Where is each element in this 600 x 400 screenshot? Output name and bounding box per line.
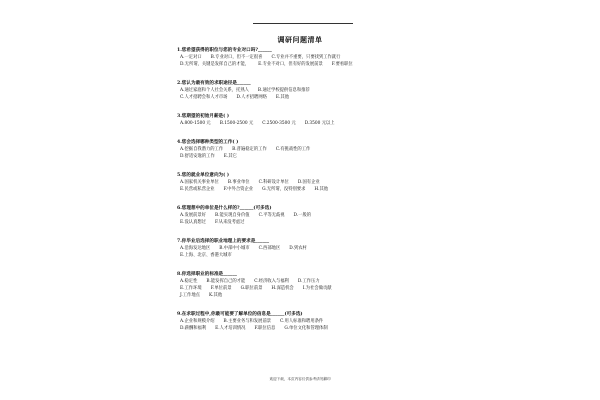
answer-option[interactable]: I.为社会做贡献 [302,286,332,291]
answer-option[interactable]: E.没认真想过 [180,220,206,225]
answer-option[interactable]: E.专业不对口，但有好的发展前景 [258,62,323,67]
answer-option[interactable]: C.用人标准和聘用条件 [280,319,324,324]
answer-option[interactable]: G.单位文化和管理体制 [284,326,328,331]
answer-option[interactable]: F.要看职位 [331,62,353,67]
page-footer: 欢迎下载，本页内容仅供参考请勿翻印 [269,377,331,381]
option-row [177,245,429,252]
option-row [177,179,429,186]
option-row [177,186,429,193]
option-row [177,318,429,325]
option-row [177,219,429,226]
answer-option[interactable]: D.薪酬和福利 [180,326,207,331]
question-title: 2.您认为最有效的求职途径是______ [177,81,251,86]
option-row [177,252,429,259]
option-row [177,285,429,292]
answer-option[interactable]: B.事业单位 [227,180,250,185]
option-row [177,61,429,68]
option-row [177,146,429,153]
answer-option[interactable]: C.平等无歧视 [258,213,285,218]
answer-option[interactable]: A.发展前景好 [180,213,206,218]
answer-option[interactable]: D.国有企业 [297,180,320,185]
answer-option[interactable]: J.工作地点 [180,293,200,298]
answer-option[interactable]: A.通过家庭和个人社会关系，托熟人 [180,88,249,93]
answer-option[interactable]: C.人才招聘会和人才市场 [180,95,228,100]
answer-option[interactable]: D.舒适安逸的工作 [180,154,215,159]
title-wrap [168,27,432,46]
answer-option[interactable]: F.职位信息 [254,326,276,331]
document-page [168,14,432,392]
answer-option[interactable]: B.能发挥自己的才能 [206,279,246,284]
question-item [177,205,429,226]
answer-option[interactable]: A.国家机关事业单位 [180,180,219,185]
answer-option[interactable]: A.一定对口 [180,55,202,60]
question-title: 1.您希望获得的职位与您的专业对口吗?______ [177,48,272,53]
answer-option[interactable]: D.3500 元以上 [304,121,335,126]
option-row [177,278,429,285]
answer-option[interactable]: C.有挑战性的工作 [275,147,311,152]
option-row [177,153,429,160]
question-item [177,139,429,160]
question-item [177,113,429,127]
answer-option[interactable]: A.挖掘自我潜力的工作 [180,147,224,152]
answer-option[interactable]: D.人才招聘网络 [236,95,267,100]
answer-option[interactable]: A.沿海发达地区 [180,246,211,251]
question-title: 5.您的就业单位意向为( ) [177,173,230,178]
answer-option[interactable]: D.到农村 [289,246,307,251]
option-row [177,120,429,127]
answer-option[interactable]: E.民营或私营企业 [180,187,215,192]
answer-option[interactable]: E.其它 [223,154,237,159]
answer-option[interactable]: A.800-1500 元 [180,121,211,126]
answer-option[interactable]: B.专业对口，但不一定很喜 [210,55,263,60]
answer-option[interactable]: G.无所谓，没特别要求 [262,187,306,192]
answer-option[interactable]: C.2500-3500 元 [262,121,296,126]
question-item [177,311,429,332]
question-item [177,80,429,101]
document-title: 调研问题清单 [277,35,323,44]
question-item [177,238,429,259]
question-title: 8.你选择职业的标准是______ [177,272,237,277]
answer-option[interactable]: A.稳定性 [180,279,198,284]
question-title: 4.您会选择哪种类型的工作( ) [177,140,239,145]
option-row [177,54,429,61]
answer-option[interactable]: C.经济收入与福利 [254,279,289,284]
option-row [177,87,429,94]
answer-option[interactable]: E.工作环境 [180,286,202,291]
question-title: 9.在求职过程中,你最可能要了解单位的信息是______(可多选) [177,312,303,317]
question-title: 3.您期望的初始月薪是( ) [177,114,230,119]
option-row [177,212,429,219]
answer-option[interactable]: E.上海、北京、香港大城市 [180,253,232,258]
answer-option[interactable]: D.无所谓，关键是发挥自己的才能， [180,62,250,67]
option-row [177,292,429,299]
answer-option[interactable]: B.1500-2500 元 [219,121,254,126]
answer-option[interactable]: B.能实现自身价值 [214,213,250,218]
answer-option[interactable]: A.企业和规模介绍 [180,319,215,324]
answer-option[interactable]: B.主要业务与和发展前景 [223,319,272,324]
answer-option[interactable]: B.通过学校提供信息和推荐 [257,88,310,93]
answer-option[interactable]: F.从来没考虑过 [215,220,245,225]
answer-option[interactable]: D.工作压力 [297,279,320,284]
question-list [177,47,429,344]
answer-option[interactable]: E.人才培训情况 [215,326,246,331]
answer-option[interactable]: F.单位前景 [210,286,232,291]
question-item [177,271,429,299]
option-row [177,325,429,332]
header-rule [253,23,353,24]
answer-option[interactable]: K.其他 [208,293,223,298]
answer-option[interactable]: D.一般的 [293,213,312,218]
option-row [177,94,429,101]
answer-option[interactable]: B.普遍稳定的工作 [232,147,267,152]
answer-option[interactable]: E.其他 [275,95,290,100]
answer-option[interactable]: C.专业并不重要，只要找到工作就行 [271,55,341,60]
question-title: 6.您理想中的单位是什么样的?______(可多选) [177,206,272,211]
answer-option[interactable]: C.西部地区 [258,246,281,251]
question-item [177,172,429,193]
question-item [177,47,429,68]
answer-option[interactable]: G.职位前景 [240,286,263,291]
answer-option[interactable]: H.深造机会 [271,286,294,291]
answer-option[interactable]: H.其他 [314,187,329,192]
answer-option[interactable]: C.科研设计单位 [258,180,289,185]
answer-option[interactable]: B.中部中小城市 [219,246,250,251]
question-title: 7.你毕业后选择的职业地理上的要求是______ [177,239,270,244]
answer-option[interactable]: F.中外合资企业 [223,187,254,192]
